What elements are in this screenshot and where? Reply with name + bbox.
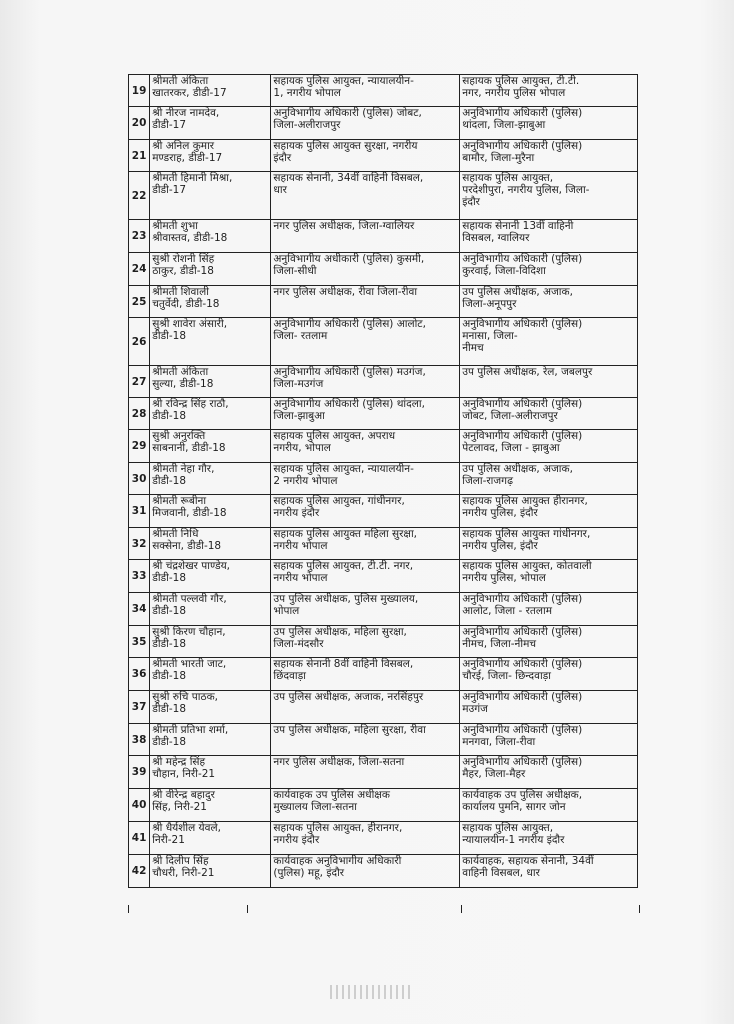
serial-number-cell: 32 xyxy=(129,528,150,560)
transfer-list-table-wrapper xyxy=(128,74,638,888)
serial-number-cell: 28 xyxy=(129,398,150,430)
new-posting-cell: सहायक सेनानी 13वीं वाहिनी विसबल, ग्वालियर xyxy=(460,220,638,253)
current-posting-cell: उप पुलिस अधीक्षक, महिला सुरक्षा, रीवा xyxy=(271,724,460,756)
new-posting-cell: सहायक पुलिस आयुक्त, टी.टी. नगर, नगरीय पुलिस भोपाल xyxy=(460,75,638,107)
new-posting-cell: अनुविभागीय अधिकारी (पुलिस) जोबट, जिला-अलीराजपुर xyxy=(460,398,638,430)
new-posting-cell: सहायक पुलिस आयुक्त गांधीनगर, नगरीय पुलिस, इंदौर xyxy=(460,528,638,560)
current-posting-cell: नगर पुलिस अधीक्षक, जिला-ग्वालियर xyxy=(271,220,460,253)
new-posting-cell: कार्यवाहक, सहायक सेनानी, 34वीं वाहिनी विसबल, धार xyxy=(460,855,638,888)
serial-number-cell: 33 xyxy=(129,560,150,593)
serial-number-cell: 35 xyxy=(129,626,150,658)
new-posting-cell: सहायक पुलिस आयुक्त हीरानगर, नगरीय पुलिस, इंदौर xyxy=(460,495,638,528)
officer-name-cell: श्रीमती भारती जाट, डीडी-18 xyxy=(150,658,271,691)
new-posting-cell: सहायक पुलिस आयुक्त, न्यायालयीन-1 नगरीय इंदौर xyxy=(460,822,638,855)
officer-name-cell: श्री धैर्यशील येवले, निरी-21 xyxy=(150,822,271,855)
current-posting-cell: सहायक पुलिस आयुक्त, टी.टी. नगर, नगरीय भोपाल xyxy=(271,560,460,593)
table-row xyxy=(129,75,638,107)
table-row xyxy=(129,691,638,724)
new-posting-cell: सहायक पुलिस आयुक्त, परदेशीपुरा, नगरीय पुलिस, जिला- इंदौर xyxy=(460,172,638,220)
table-row xyxy=(129,528,638,560)
officer-name-cell: श्री रविन्द्र सिंह राठौ, डीडी-18 xyxy=(150,398,271,430)
current-posting-cell: अनुविभागीय अधिकारी (पुलिस) मउगंज, जिला-मउगंज xyxy=(271,366,460,398)
table-row xyxy=(129,626,638,658)
serial-number-cell: 22 xyxy=(129,172,150,220)
table-row xyxy=(129,253,638,286)
officer-name-cell: सुश्री रुचि पाठक, डीडी-18 xyxy=(150,691,271,724)
new-posting-cell: अनुविभागीय अधिकारी (पुलिस) बामौर, जिला-मुरैना xyxy=(460,140,638,172)
serial-number-cell: 26 xyxy=(129,318,150,366)
serial-number-cell: 25 xyxy=(129,286,150,318)
new-posting-cell: अनुविभागीय अधिकारी (पुलिस) मैहर, जिला-मैहर xyxy=(460,756,638,789)
officer-name-cell: श्री नीरज नामदेव, डीडी-17 xyxy=(150,107,271,140)
table-row xyxy=(129,140,638,172)
serial-number-cell: 36 xyxy=(129,658,150,691)
current-posting-cell: नगर पुलिस अधीक्षक, जिला-सतना xyxy=(271,756,460,789)
table-row xyxy=(129,366,638,398)
table-row xyxy=(129,495,638,528)
table-row xyxy=(129,172,638,220)
new-posting-cell: उप पुलिस अधीक्षक, अजाक, जिला-अनूपपुर xyxy=(460,286,638,318)
officer-name-cell: सुश्री शावेरा अंसारी, डीडी-18 xyxy=(150,318,271,366)
table-row xyxy=(129,286,638,318)
serial-number-cell: 42 xyxy=(129,855,150,888)
current-posting-cell: उप पुलिस अधीक्षक, पुलिस मुख्यालय, भोपाल xyxy=(271,593,460,626)
serial-number-cell: 27 xyxy=(129,366,150,398)
table-row xyxy=(129,560,638,593)
current-posting-cell: कार्यवाहक उप पुलिस अधीक्षक मुख्यालय जिला-सतना xyxy=(271,789,460,822)
current-posting-cell: अनुविभागीय अधिकारी (पुलिस) जोबट, जिला-अलीराजपुर xyxy=(271,107,460,140)
serial-number-cell: 40 xyxy=(129,789,150,822)
new-posting-cell: अनुविभागीय अधिकारी (पुलिस) कुरवाई, जिला-विदिशा xyxy=(460,253,638,286)
new-posting-cell: अनुविभागीय अधिकारी (पुलिस) मनासा, जिला- नीमच xyxy=(460,318,638,366)
table-row xyxy=(129,789,638,822)
officer-name-cell: सुश्री रोशनी सिंह ठाकुर, डीडी-18 xyxy=(150,253,271,286)
table-row xyxy=(129,724,638,756)
serial-number-cell: 31 xyxy=(129,495,150,528)
new-posting-cell: कार्यवाहक उप पुलिस अधीक्षक, कार्यालय पुमनि, सागर जोन xyxy=(460,789,638,822)
officer-name-cell: श्री दिलीप सिंह चौधरी, निरी-21 xyxy=(150,855,271,888)
officer-name-cell: श्रीमती निधि सक्सेना, डीडी-18 xyxy=(150,528,271,560)
officer-name-cell: श्रीमती पल्लवी गौर, डीडी-18 xyxy=(150,593,271,626)
current-posting-cell: सहायक पुलिस आयुक्त, गांधीनगर, नगरीय इंदौर xyxy=(271,495,460,528)
current-posting-cell: सहायक पुलिस आयुक्त, न्यायालयीन- 2 नगरीय भोपाल xyxy=(271,463,460,495)
serial-number-cell: 39 xyxy=(129,756,150,789)
officer-name-cell: श्रीमती नेहा गौर, डीडी-18 xyxy=(150,463,271,495)
officer-name-cell: सुश्री किरण चौहान, डीडी-18 xyxy=(150,626,271,658)
current-posting-cell: अनुविभागीय अधीकारी (पुलिस) कुसमी, जिला-सीधी xyxy=(271,253,460,286)
current-posting-cell: सहायक सेनानी 8वीं वाहिनी विसबल, छिंदवाड़ा xyxy=(271,658,460,691)
new-posting-cell: सहायक पुलिस आयुक्त, कोतवाली नगरीय पुलिस, भोपाल xyxy=(460,560,638,593)
officer-name-cell: श्रीमती रूबीना मिजवानी, डीडी-18 xyxy=(150,495,271,528)
table-column-divider xyxy=(247,905,248,913)
table-row xyxy=(129,593,638,626)
current-posting-cell: उप पुलिस अधीक्षक, अजाक, नरसिंहपुर xyxy=(271,691,460,724)
table-continuation-lines xyxy=(128,905,640,913)
transfer-list-body xyxy=(129,75,638,888)
officer-name-cell: सुश्री अनुरक्ति साबनानी, डीडी-18 xyxy=(150,430,271,463)
table-row xyxy=(129,822,638,855)
current-posting-cell: सहायक पुलिस आयुक्त, न्यायालयीन- 1, नगरीय भोपाल xyxy=(271,75,460,107)
table-row xyxy=(129,463,638,495)
new-posting-cell: अनुविभागीय अधिकारी (पुलिस) थांदला, जिला-झाबुआ xyxy=(460,107,638,140)
officer-name-cell: श्रीमती हिमानी मिश्रा, डीडी-17 xyxy=(150,172,271,220)
current-posting-cell: सहायक पुलिस आयुक्त सुरक्षा, नगरीय इंदौर xyxy=(271,140,460,172)
officer-name-cell: श्री अनिल कुमार मण्डराह, डीडी-17 xyxy=(150,140,271,172)
serial-number-cell: 30 xyxy=(129,463,150,495)
table-column-divider xyxy=(461,905,462,913)
serial-number-cell: 41 xyxy=(129,822,150,855)
officer-name-cell: श्रीमती प्रतिभा शर्मा, डीडी-18 xyxy=(150,724,271,756)
officer-name-cell: श्रीमती अंकिता सुल्या, डीडी-18 xyxy=(150,366,271,398)
new-posting-cell: उप पुलिस अधीक्षक, रेल, जबलपुर xyxy=(460,366,638,398)
officer-name-cell: श्रीमती शिवाली चतुर्वेदी, डीडी-18 xyxy=(150,286,271,318)
officer-name-cell: श्री महेन्द्र सिंह चौहान, निरी-21 xyxy=(150,756,271,789)
serial-number-cell: 19 xyxy=(129,75,150,107)
officer-name-cell: श्रीमती शुभा श्रीवास्तव, डीडी-18 xyxy=(150,220,271,253)
serial-number-cell: 34 xyxy=(129,593,150,626)
table-row xyxy=(129,318,638,366)
serial-number-cell: 23 xyxy=(129,220,150,253)
officer-name-cell: श्री चंद्रशेखर पाण्डेय, डीडी-18 xyxy=(150,560,271,593)
new-posting-cell: अनुविभागीय अधिकारी (पुलिस) पेटलावद, जिला - झाबुआ xyxy=(460,430,638,463)
table-row xyxy=(129,430,638,463)
transfer-list-table xyxy=(128,74,638,888)
officer-name-cell: श्री वीरेन्द्र बहादुर सिंह, निरी-21 xyxy=(150,789,271,822)
table-row xyxy=(129,398,638,430)
serial-number-cell: 38 xyxy=(129,724,150,756)
new-posting-cell: अनुविभागीय अधिकारी (पुलिस) चौरई, जिला- छिन्दवाड़ा xyxy=(460,658,638,691)
table-row xyxy=(129,107,638,140)
serial-number-cell: 37 xyxy=(129,691,150,724)
current-posting-cell: सहायक सेनानी, 34वीं वाहिनी विसबल, धार xyxy=(271,172,460,220)
current-posting-cell: सहायक पुलिस आयुक्त, हीरानगर, नगरीय इंदौर xyxy=(271,822,460,855)
serial-number-cell: 24 xyxy=(129,253,150,286)
new-posting-cell: अनुविभागीय अधिकारी (पुलिस) मउगंज xyxy=(460,691,638,724)
new-posting-cell: अनुविभागीय अधिकारी (पुलिस) मनगवा, जिला-रीवा xyxy=(460,724,638,756)
current-posting-cell: सहायक पुलिस आयुक्त, अपराध नगरीय, भोपाल xyxy=(271,430,460,463)
new-posting-cell: अनुविभागीय अधिकारी (पुलिस) नीमच, जिला-नीमच xyxy=(460,626,638,658)
officer-name-cell: श्रीमती अंकिता खातरकर, डीडी-17 xyxy=(150,75,271,107)
current-posting-cell: सहायक पुलिस आयुक्त महिला सुरक्षा, नगरीय भोपाल xyxy=(271,528,460,560)
serial-number-cell: 29 xyxy=(129,430,150,463)
current-posting-cell: अनुविभागीय अधिकारी (पुलिस) आलोट, जिला- रतलाम xyxy=(271,318,460,366)
table-row xyxy=(129,220,638,253)
table-row xyxy=(129,658,638,691)
table-row xyxy=(129,756,638,789)
current-posting-cell: नगर पुलिस अधीक्षक, रीवा जिला-रीवा xyxy=(271,286,460,318)
serial-number-cell: 20 xyxy=(129,107,150,140)
current-posting-cell: कार्यवाहक अनुविभागीय अधिकारी (पुलिस) महू, इंदौर xyxy=(271,855,460,888)
scan-artifact xyxy=(330,985,410,999)
table-row xyxy=(129,855,638,888)
current-posting-cell: अनुविभागीय अधिकारी (पुलिस) थांदला, जिला-झाबुआ xyxy=(271,398,460,430)
current-posting-cell: उप पुलिस अधीक्षक, महिला सुरक्षा, जिला-मंदसौर xyxy=(271,626,460,658)
new-posting-cell: अनुविभागीय अधिकारी (पुलिस) आलोट, जिला - रतलाम xyxy=(460,593,638,626)
serial-number-cell: 21 xyxy=(129,140,150,172)
new-posting-cell: उप पुलिस अधीक्षक, अजाक, जिला-राजगढ़ xyxy=(460,463,638,495)
